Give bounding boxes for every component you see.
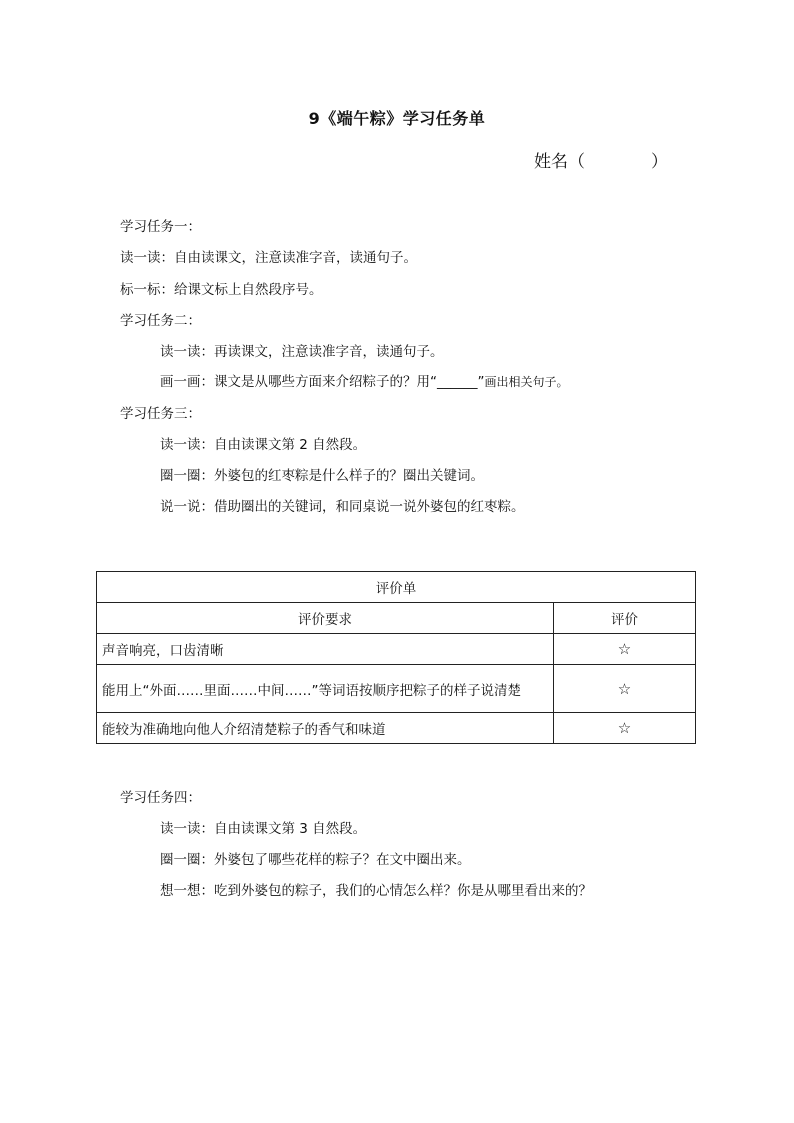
task1-item-2: 标一标：给课文标上自然段序号。 xyxy=(120,282,323,298)
eval-col-requirement: 评价要求 xyxy=(97,603,554,634)
task3-item-2: 圈一圈：外婆包的红枣粽是什么样子的？圈出关键词。 xyxy=(160,468,484,484)
task3-heading: 学习任务三： xyxy=(120,406,201,422)
name-label: 姓名（ xyxy=(534,152,585,172)
task4-heading: 学习任务四： xyxy=(120,790,201,806)
task1-item-1: 读一读：自由读课文，注意读准字音，读通句子。 xyxy=(120,250,417,266)
table-row xyxy=(97,665,696,713)
table-row xyxy=(97,634,696,665)
name-close: ） xyxy=(651,152,668,172)
name-field xyxy=(534,147,668,172)
eval-row-requirement: 能较为准确地向他人介绍清楚粽子的香气和味道 xyxy=(97,713,554,744)
task2-draw-suffix: 画出相关句子。 xyxy=(484,375,569,389)
task2-heading: 学习任务二： xyxy=(120,313,201,329)
page-title: 9《端午粽》学习任务单 xyxy=(308,109,486,128)
eval-table-title: 评价单 xyxy=(97,572,696,603)
eval-row-requirement: 能用上“外面……里面……中间……”等词语按顺序把粽子的样子说清楚 xyxy=(97,665,554,713)
eval-row-requirement: 声音响亮，口齿清晰 xyxy=(97,634,554,665)
task2-item-1: 读一读：再读课文，注意读准字音，读通句子。 xyxy=(160,344,444,360)
task4-item-1: 读一读：自由读课文第 3 自然段。 xyxy=(160,821,367,837)
task3-item-1: 读一读：自由读课文第 2 自然段。 xyxy=(160,437,367,453)
task1-heading: 学习任务一： xyxy=(120,219,201,235)
star-icon[interactable]: ☆ xyxy=(554,713,696,744)
task4-item-2: 圈一圈：外婆包了哪些花样的粽子？在文中圈出来。 xyxy=(160,852,471,868)
task2-item-2 xyxy=(160,373,569,391)
task3-item-3: 说一说：借助圈出的关键词，和同桌说一说外婆包的红枣粽。 xyxy=(160,499,525,515)
evaluation-table xyxy=(96,571,696,744)
eval-col-rating: 评价 xyxy=(554,603,696,634)
star-icon[interactable]: ☆ xyxy=(554,634,696,665)
task4-item-3: 想一想：吃到外婆包的粽子，我们的心情怎么样？你是从哪里看出来的？ xyxy=(160,883,592,899)
table-row xyxy=(97,713,696,744)
task2-draw-prefix: 画一画：课文是从哪些方面来介绍粽子的？用“______” xyxy=(160,374,485,390)
star-icon[interactable]: ☆ xyxy=(554,665,696,713)
